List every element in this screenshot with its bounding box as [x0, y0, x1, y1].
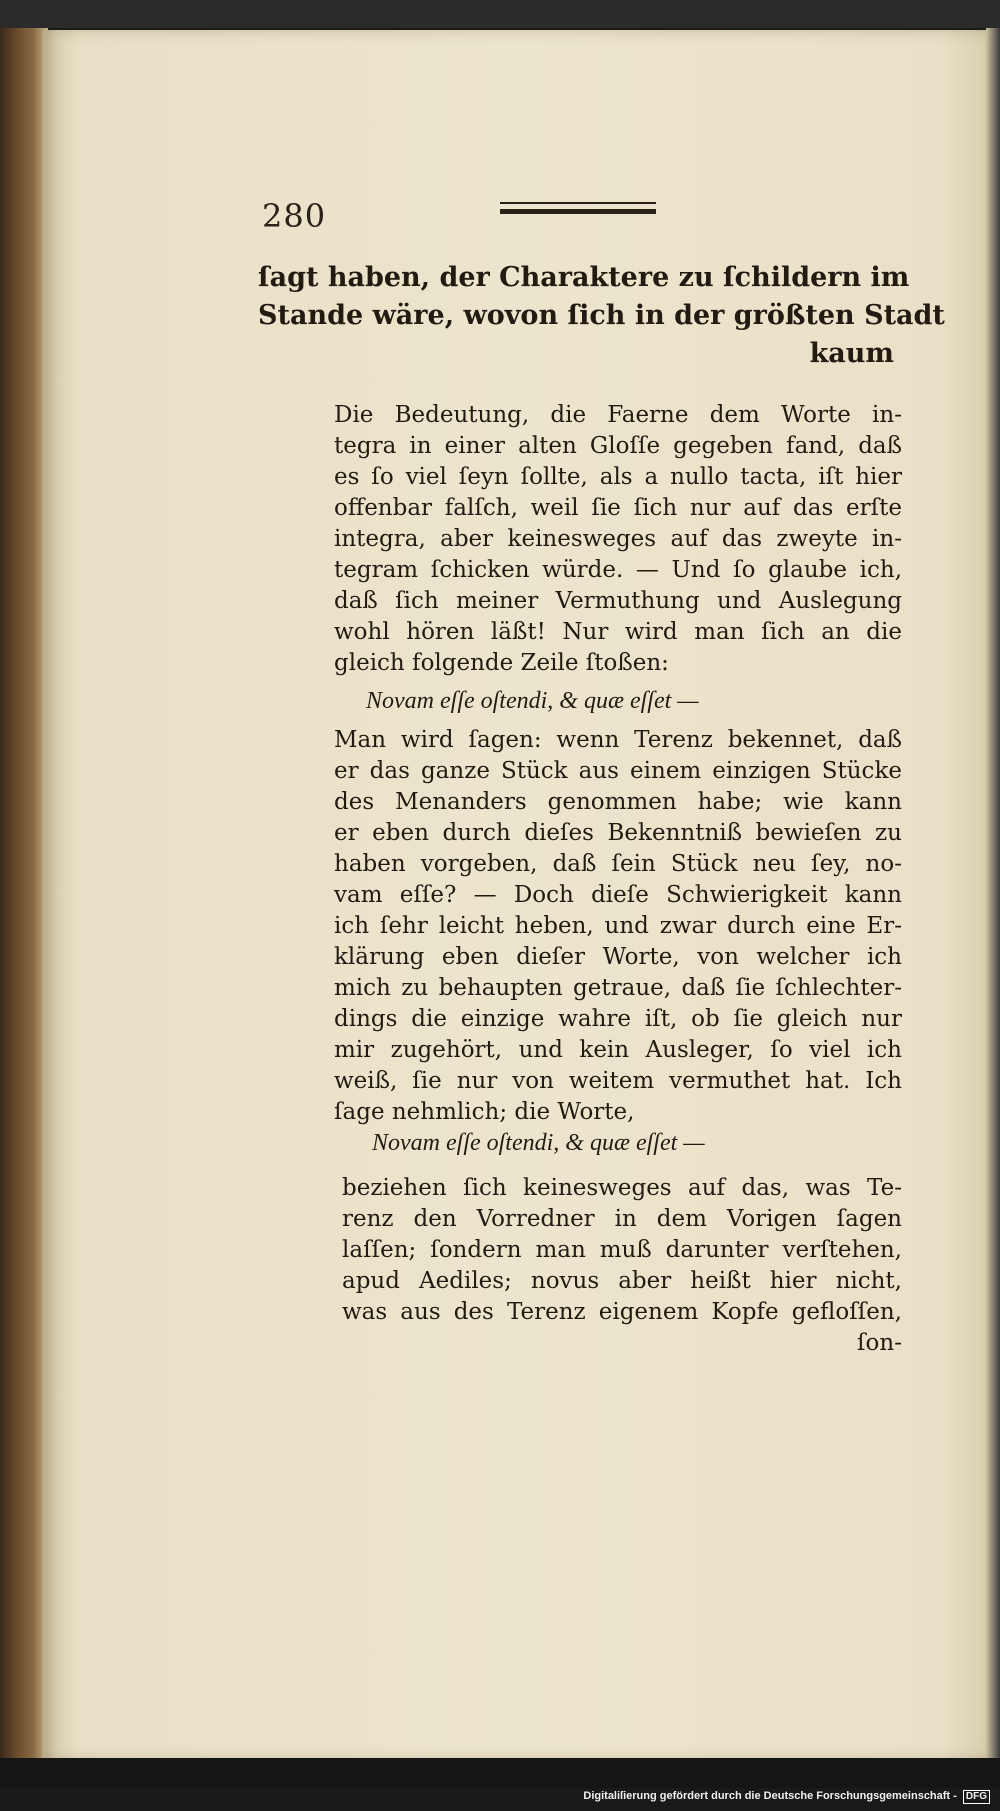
paragraph-line: apud Aediles; novus aber heißt hier nicht,	[342, 1268, 902, 1294]
page-number: 280	[262, 197, 327, 235]
credit-text: Digitaliſierung gefördert durch die Deutsche Forschungsgemeinschaft -	[583, 1790, 957, 1802]
latin-quote: Novam eſſe oſtendi, & quæ eſſet —	[372, 1130, 705, 1156]
scan-bottom-border	[0, 1758, 1000, 1788]
paragraph-line: mich zu behaupten getraue, daß ſie ſchlechter-	[334, 975, 902, 1001]
catchword: ſon-	[857, 1330, 902, 1356]
footnote-line: integra, aber keinesweges auf das zweyte in-	[334, 526, 902, 552]
paragraph-line: weiß, ſie nur von weitem vermuthet hat. Ich	[334, 1068, 902, 1094]
footnote-line: wohl hören läßt! Nur wird man ſich an die	[334, 619, 902, 645]
paragraph-line: er eben durch dieſes Bekenntniß bewieſen zu	[334, 820, 902, 846]
page-right-edge	[986, 28, 1000, 1758]
scan-top-border	[0, 0, 1000, 28]
paragraph-line: Man wird ſagen: wenn Terenz bekennet, daß	[334, 727, 902, 753]
paragraph-line: ich ſehr leicht heben, und zwar durch eine Er-	[334, 913, 902, 939]
paragraph-line: was aus des Terenz eigenem Kopfe gefloſſen,	[342, 1299, 902, 1325]
header-rule	[500, 202, 656, 214]
paragraph-line: mir zugehört, und kein Ausleger, ſo viel ich	[334, 1037, 902, 1063]
latin-quote: Novam eſſe oſtendi, & quæ eſſet —	[366, 688, 699, 714]
paragraph-line: ſage nehmlich; die Worte,	[334, 1099, 635, 1125]
paragraph-line: beziehen ſich keinesweges auf das, was Te-	[342, 1175, 902, 1201]
footnote-line: tegra in einer alten Gloſſe gegeben fand, daß	[334, 433, 902, 459]
footnote-line: es ſo viel ſeyn ſollte, als a nullo tacta, iſt hier	[334, 464, 902, 490]
paragraph-line: haben vorgeben, daß ſein Stück neu ſey, no-	[334, 851, 902, 877]
footnote-line: gleich folgende Zeile ſtoßen:	[334, 650, 669, 676]
paragraph-line: klärung eben dieſer Worte, von welcher ich	[334, 944, 902, 970]
paragraph-line: laſſen; ſondern man muß darunter verſtehen,	[342, 1237, 902, 1263]
digitization-credit	[583, 1790, 990, 1804]
paragraph-line: dings die einzige wahre iſt, ob ſie gleich nur	[334, 1006, 902, 1032]
footnote-line: tegram ſchicken würde. — Und ſo glaube ich,	[334, 557, 902, 583]
main-text-line: Stande wäre, wovon ſich in der größten Stadt	[258, 300, 945, 331]
paragraph-line: renz den Vorredner in dem Vorigen ſagen	[342, 1206, 902, 1232]
dfg-logo: DFG	[963, 1790, 990, 1804]
main-text-line: kaum	[809, 338, 894, 369]
paragraph-line: er das ganze Stück aus einem einzigen Stücke	[334, 758, 902, 784]
paragraph-line: des Menanders genommen habe; wie kann	[334, 789, 902, 815]
main-text-line: ſagt haben, der Charaktere zu ſchildern im	[258, 262, 910, 293]
book-spine-edge	[0, 28, 48, 1758]
paragraph-line: vam eſſe? — Doch dieſe Schwierigkeit kann	[334, 882, 902, 908]
footnote-line: Die Bedeutung, die Faerne dem Worte in-	[334, 402, 902, 428]
footnote-line: offenbar falſch, weil ſie ſich nur auf das erſte	[334, 495, 902, 521]
footnote-line: daß ſich meiner Vermuthung und Auslegung	[334, 588, 902, 614]
